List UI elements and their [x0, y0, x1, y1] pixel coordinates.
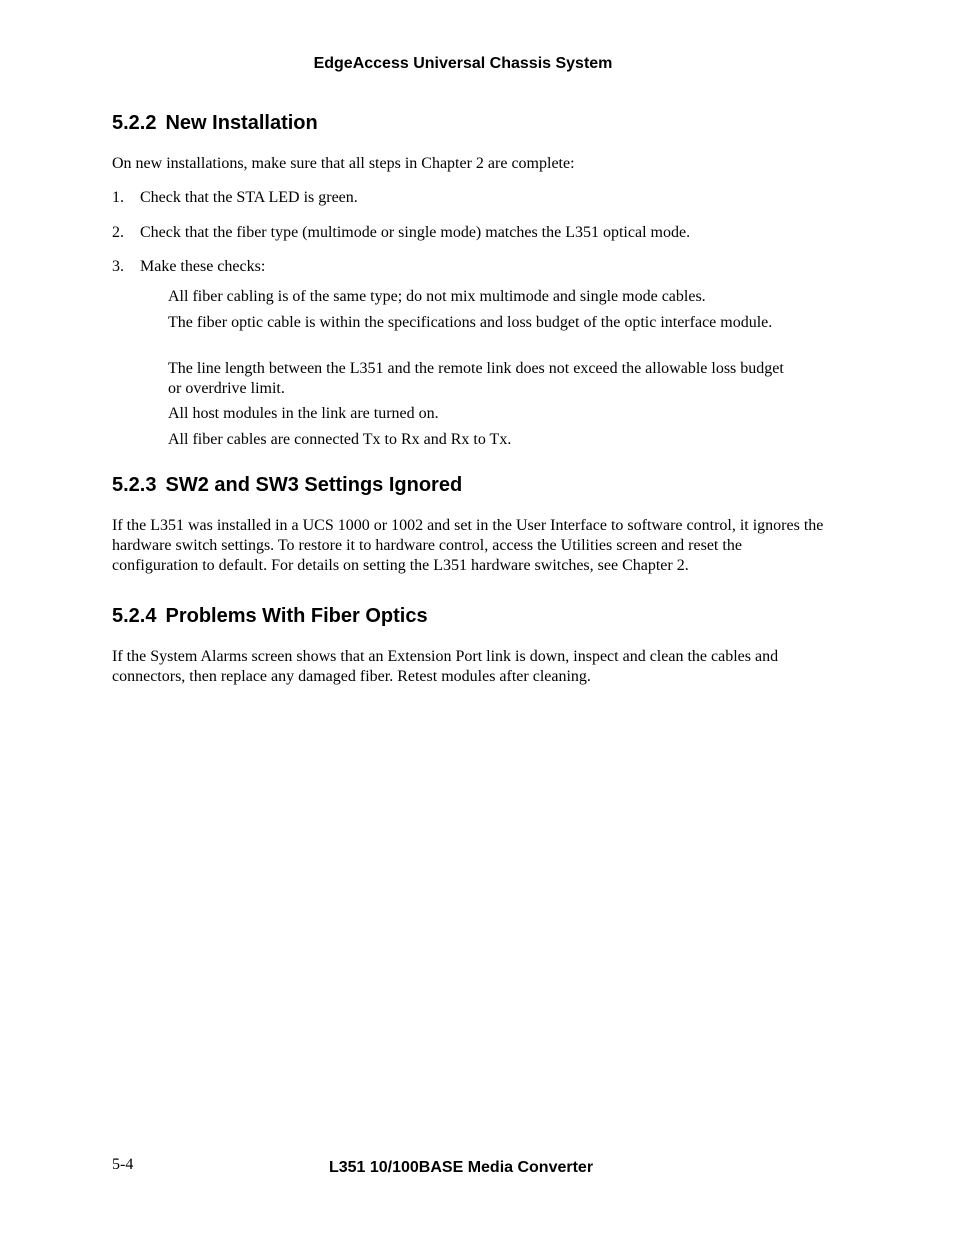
section-heading-fiber-optics	[112, 605, 428, 628]
section-number: 5.2.3	[112, 474, 157, 496]
section-number: 5.2.4	[112, 605, 157, 627]
list-item-text: Check that the STA LED is green.	[140, 189, 358, 206]
section-title: Problems With Fiber Optics	[165, 605, 428, 627]
section-body: If the L351 was installed in a UCS 1000 or 1002 and set in the User Interface to software control, it ignores the hardware switch settings. To restore it to hardware control, access the Utilities screen and reset the configuration to default. For details on setting the L351 hardware switches, see Chapter 2.	[112, 517, 824, 574]
list-item-text: Make these checks:	[140, 258, 266, 275]
section-body: If the System Alarms screen shows that an Extension Port link is down, inspect and clean the cables and connectors, then replace any damaged fiber. Retest modules after cleaning.	[112, 648, 779, 685]
list-item-number: 3.	[112, 258, 124, 275]
section-heading-new-installation	[112, 112, 318, 135]
section-heading-sw2-sw3	[112, 474, 462, 497]
running-header: EdgeAccess Universal Chassis System	[313, 55, 613, 72]
check-item: The line length between the L351 and the remote link does not exceed the allowable loss budget or overdrive limit.	[168, 360, 784, 397]
list-item-number: 1.	[112, 189, 124, 206]
check-item: All fiber cables are connected Tx to Rx and Rx to Tx.	[168, 431, 512, 448]
section-intro: On new installations, make sure that all steps in Chapter 2 are complete:	[112, 155, 575, 172]
section-number: 5.2.2	[112, 112, 157, 134]
list-item-text: Check that the fiber type (multimode or single mode) matches the L351 optical mode.	[140, 224, 691, 241]
check-item: The fiber optic cable is within the specifications and loss budget of the optic interface module.	[168, 314, 773, 331]
list-item-number: 2.	[112, 224, 124, 241]
section-title: New Installation	[165, 112, 318, 134]
section-title: SW2 and SW3 Settings Ignored	[165, 474, 463, 496]
check-item: All fiber cabling is of the same type; do not mix multimode and single mode cables.	[168, 288, 706, 305]
check-item: All host modules in the link are turned on.	[168, 405, 439, 422]
page-number: 5-4	[112, 1156, 134, 1173]
running-footer: L351 10/100BASE Media Converter	[328, 1159, 594, 1176]
